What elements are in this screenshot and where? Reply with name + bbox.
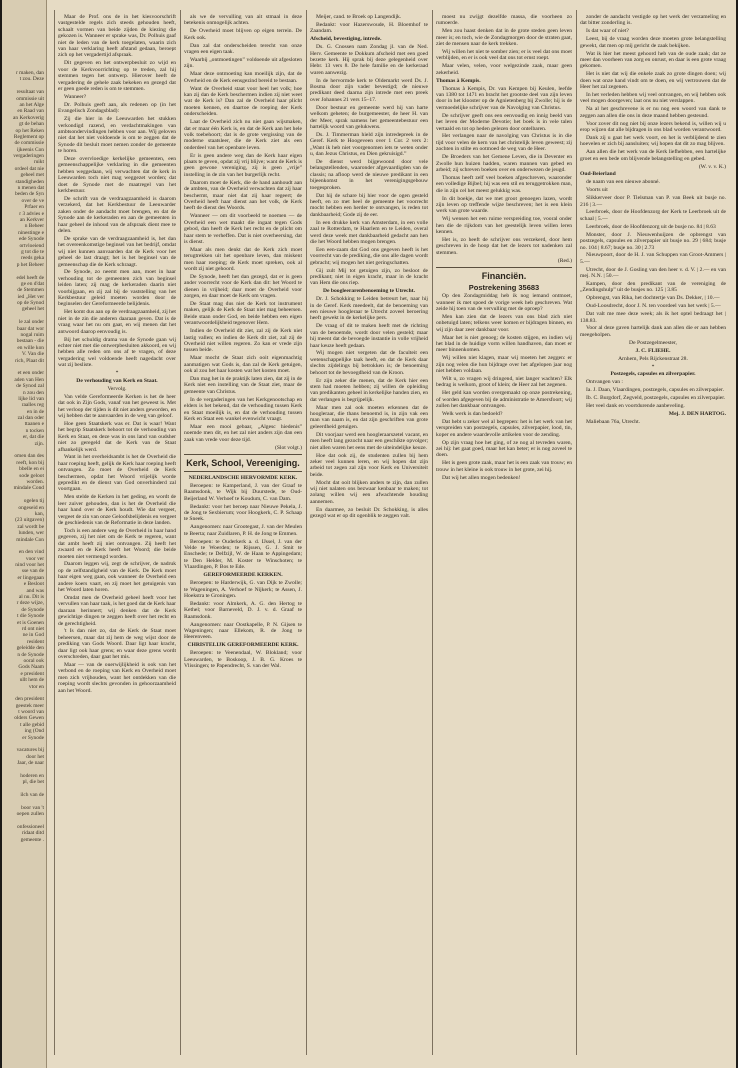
paragraph: Maar de Prof. ons de in het kiesvoorschrift vastgestelde regels zich steeds gehouden heeft, schaalt vormen van beide zijden de kiezing die gekozen is. Wanneer er sprake was, Dr. Polhuis gaaf niet de leden van de kerk toegelaten, waarin zich van haar verklaring heeft afstand gedaan, beroept zich op het vergadertijd afspraak. xyxy=(58,14,176,59)
strip-line: ttaanen e xyxy=(24,421,44,428)
paragraph: Thomas à Kempis, Dr. van Kempen bij Keulen, leefde van 1380 tot 1471 en bracht het grootste deel van zijn leven door in het klooster op de Agnietenberg bij Zwolle; hij is de vermoedelijke schrijver van de Navolging van Christus. xyxy=(436,85,572,111)
donation-entry: Leerbroek, door de Hoofdenzorg der Kerk te Leerbroek uit de schaal | 5.— xyxy=(580,209,726,222)
paragraph: Laat de Overheid zich nu niet gaan wijsmaken, dat er maar één Kerk is, en dat de Kerk aan het hele volk toebehoort; dat is de grote vergissing van de moderne staatsleer, die de Kerk ziet als een onderdeel van het openbare leven. xyxy=(184,119,302,151)
strip-line: ridaat ditd xyxy=(21,830,44,837)
subheading-gk: GEREFORMEERDE KERKEN. xyxy=(203,572,283,579)
strip-line: de Synod zal xyxy=(16,383,44,390)
paragraph: 't Is dan niet zo, dat de Kerk de Staat moet beheersen, maar dat zij hem de weg wijst door de prediking van Gods Woord. Daar ligt haar kracht, daar ligt ook haar grens; en waar deze grens wordt overschreden, daar gaat het mis. xyxy=(58,628,176,661)
strip-line: door het xyxy=(26,753,44,760)
paragraph: Een een-zaam dat God ons gegeven heeft is het voorrecht van de prediking, die ons alle dagen wordt gebracht; wij mogen het niet geringschatten. xyxy=(310,246,428,266)
column-3 xyxy=(310,14,428,1054)
donation-entry: Utrecht, door de J. Gosling van den heer v. d. V. | 2.— en van mej. N.N. | 50.— xyxy=(580,266,726,280)
paragraph: Wij willen het niet te somber zien; er is veel dat ons moet verblijden, en er is ook veel dat ons tot ernst roept. xyxy=(436,49,572,62)
strip-line: ullt hem de xyxy=(19,677,44,684)
donation-entry: Nieuwpoort, door de H. J. van Schuppen van Groot-Ammers | 5.— xyxy=(580,252,726,265)
strip-line: geheel het xyxy=(22,306,44,313)
strip-line: op het Reken xyxy=(15,127,44,134)
paragraph: Men zou haast denken dat in de grote steden geen leven meer is; en toch, wie de Zondagmorgen door de straten gaat, ziet de mensen naar de kerk trekken. xyxy=(436,28,572,48)
paragraph: Ds. G. Cnossen nam Zondag jl. van de Ned. Herv. Gemeente te Dokkum afscheid met een goed bezette kerk. Hij sprak bij deze gelegenheid over Hebr. 13 vers 8. De hele familie en de kerkeraad waren aanwezig. xyxy=(310,44,428,76)
paragraph: Wij willen niet klagen, maar wij moeten het zeggen: er zijn nog velen die hun bijdrage over het afgelopen jaar nog niet hebben voldaan. xyxy=(436,355,572,375)
subheading-nhk: NEDERLANDSCHE HERVORMDE KERK. xyxy=(188,475,298,481)
strip-line: pl, die bet xyxy=(22,779,44,786)
paragraph: De vraag of dit te maken heeft met de richting van de benoemde, wordt door velen gesteld; maar hij meent dat de bevoegde instantie in volle vrijheid haar keuze heeft gedaan. xyxy=(310,323,428,349)
section-separator: * xyxy=(115,370,119,377)
strip-line: Reglement op xyxy=(13,133,44,140)
paragraph: Door bestuur en gemeente werd hij van harte welkom geheten; de burgemeester, de heer H. van der Meer, sprak namens het gemeentebestuur een hartelijk woord van gelukwens. xyxy=(310,104,428,130)
strip-line: ordeel dat nie xyxy=(14,165,44,172)
donation-entry: Slikkerveer door P. Tielsman van P. van Beek uit busje no. 216 | 3.— xyxy=(580,195,726,208)
strip-line: ogelen tij xyxy=(23,498,44,505)
signature-fliehe: J. C. FLIEHE. xyxy=(635,347,671,354)
announcement: Bedankt: voor Almkerk, A. G. den Hertog te Kethel; voor Barneveld, D. J. v. d. Graaf te Raamsdonk. xyxy=(184,600,302,620)
paragraph: Dan mag het in de praktijk laten zien, dat zij in de Kerk niet een instelling van de Staat ziet, maar de gemeente van Christus. xyxy=(184,376,302,395)
paragraph: als we de vervulling van ait stmaal in deze betekenis onmogelijk achten. xyxy=(184,14,302,27)
strip-line: t woord van xyxy=(18,709,44,716)
strip-line: worden. xyxy=(26,479,44,485)
subheading-postzegels: Postzegels, capsules en zilverpapier. xyxy=(610,371,696,378)
paragraph: Na al het geschrevene is er nu nog een woord van dank te zeggen aan allen die ons in deze maand hebben gesteund. xyxy=(580,106,726,119)
paragraph: Op zijn vraag hoe het ging, of ze nog al tevreden waren, zei hij: het gaat goed, maar het kan beter; er is nog zoveel te doen. xyxy=(436,439,572,459)
strip-line: t zou. Deze xyxy=(19,76,44,83)
strip-line: le zal onder xyxy=(18,319,44,326)
paragraph: Welk werk is dan bedoeld? xyxy=(442,411,503,418)
strip-line: oepen zullen xyxy=(16,811,44,818)
paragraph: zonder de aandacht vestigde op het werk der verzameling en dat bitter zonderling is. xyxy=(580,14,726,27)
paragraph: Toch is een andere weg de Overheid in haar hand gegeven, zij het niet om de Kerk te regeren, want dat ambt heeft zij niet ontvangen. Zij heeft het zwaard en de Kerk heeft het Woord; die beide moeten niet vermengd worden. xyxy=(58,527,176,560)
paragraph: Dat hebt u zeker wel al begrepen: het is het werk van het verspreiden van postzegels, capsules, zilverpapier, lood, tin, koper en andere waardevolle artikelen voor de zending. xyxy=(436,418,572,438)
strip-line: hoderen en xyxy=(20,772,44,779)
paragraph: Want de Overheid staat voor heel het volk; hoe kan zij dan de Kerk beschermen indien zij niet weet wat de Kerk is? Dan zal de Overheid haar plicht moeten kennen, en daartoe de roeping der Kerk onderscheiden. xyxy=(184,85,302,118)
paragraph: Het is geen grote zaak, maar het is een zaak van trouw; en trouw in het kleine is ook trouw in het grote, zei hij. xyxy=(436,460,572,473)
strip-line: t die Synode xyxy=(17,613,44,620)
strip-line: ooral ook xyxy=(23,657,44,664)
strip-line: al nu. Dit is xyxy=(18,594,44,601)
strip-line: er Synode xyxy=(22,734,44,741)
strip-line: e Besloot xyxy=(23,581,44,588)
paragraph: Gij zult Mij tot getuigen zijn, zo besloot de predikant; niet in eigen kracht, maar in de kracht van Hem die ons riep. xyxy=(310,267,428,287)
strip-line: t alle gebid xyxy=(20,721,44,728)
paragraph: Dat hij de schare bij hier voor de ogen gesteld heeft, en zo met heel de gemeente het voorrecht mocht hebben een herder te ontvangen, is reden tot dankbaarheid; Gode zij de eer. xyxy=(310,192,428,218)
strip-line: n de Synode xyxy=(17,651,44,658)
paragraph: Aan allen die het werk van de Kerk liefhebben, een hartelijke groet en een bede om blijvende belangstelling en gebed. xyxy=(580,149,726,162)
postrekening: Postrekening 35683 xyxy=(468,282,540,292)
strip-line: de commissie xyxy=(14,140,44,147)
donation-entry: Opbrengst, van Rika, het dochtertje van Ds. Dekker, | 10.— xyxy=(586,295,720,302)
paragraph: Hoe geen Staatskerk was er. Dat is waar! Want het begrip Staatskerk behoort tot de verhouding van Kerk en Staat, en deze was in ons land van oudsher niet zo geregeld dat de Kerk van de Staat afhankelijk werd. xyxy=(58,420,176,453)
column-5: zonder de aandacht vestigde op het werk der verzameling en dat bitter zonderling is. Is dat waar of niet? Leest, bij de vraag worden deze moeten grote belangstelling gewekt, dat men op mij gericht de zaak bekijken. Wat ik hier het meest gehoord heb van de oude zaak; dat ze meer dan voorheen van zorg en onrust, en daar is een grote vraag gekomen. Het is niet dat wij die enkele zaak zo grote dingen doen; wij doen wat onze hand vindt om te doen, en wij vertrouwen dat de Heer het zal zegenen. In het verleden hebben wij veel ontvangen, en wij hebben ook veel mogen doorgeven; laat ons nu niet verslappen. Na al het geschrevene is er nu nog een woord van dank te zeggen aan allen die ons in deze maand hebben gesteund. Voor zover dit nog niet bij onze lezers bekend is, willen wij u erop wijzen dat alle bijdragen in ons blad worden verantwoord. Dank zij u gaat het werk voort, en het is verblijdend te zien hoevelen er zich bij aansluiten; wij hopen dat dit zo mag blijven. Aan allen die het werk van de Kerk liefhebben, een hartelijke groet en een bede om blijvende belangstelling en gebed. (W. v. v. K.) Oud-Beierland de naam van een nieuwe abonné. Voorts uit Slikkerveer door P. Tielsman van P. van Beek uit busje no. 216 | 3.— Leerbroek, door de Hoofdenzorg der Kerk te Leerbroek uit de schaal | 5.— Leerbroek, door de Hoofdenzorg uit de busje no. 84 | 8.63 Monster, door J. Nieuwenhuijzen de opbrengst van postzegels, capsules en zilverpapier uit busje no. 29 | 684; busje no. 104 | 8.67; busje no. 30 | 2.73 Nieuwpoort, door de H. J. van Schuppen van Groot-Ammers | 5.— Utrecht, door de J. Gosling van den heer v. d. V. | 2.— en van mej. N.N. | 50.— Kampen, door den predikant van de vereniging de „Zendingshulp” uit de busjes no. 125 | 3.85 Opbrengst, van Rika, het dochtertje van Ds. Dekker, | 10.— Oud-Loosdrecht, door J. N. ten voordeel van het werk | 5.— Dat valt me mee deze week; als ik het optel bedraagt het | 138.83. Voor al deze gaven hartelijk dank aan allen die er aan hebben meegeholpen. De Postzegelmeester, J. C. FLIEHE. Arnhem, Pels Rijckenstraat 28. * Postzegels, capsules en zilverpapier. Ontvangen van : Ia. J. Daan, Vlaardingen, postzegels, capsules en zilverpapier. Ib. C. Burgdorf, Zegveld, postzegels, capsules en zilverpapier. Het veel dank en voortdurende aanbeveling. Mej. J. DEN HARTOG. Maliebaan 76a, Utrecht. xyxy=(580,14,726,425)
donation-entry: Voorts uit xyxy=(586,187,608,194)
strip-line: geheel met xyxy=(20,172,44,179)
strip-line: n Beheer xyxy=(24,223,44,230)
subheading-oud-beierland: Oud-Beierland xyxy=(580,171,616,178)
strip-line: en wille kon xyxy=(17,344,44,351)
announcement: Aangenomen: naar Grootegast, J. van der Meulen te Beerta; naar Zuidlaren, P. H. de Jong te Emmen. xyxy=(184,524,302,537)
paragraph: Van velde Gereformeerde Kerken is het de heer dat ook in Zijn Gods, vanaf van het geweest is. Met het verloop der tijden is dit niet anders geworden, en wij hebben dat te aanvaarden in de weg van geloof. xyxy=(58,393,176,419)
paragraph: Het geld kan worden overgemaakt op onze postrekening, of worden afgegeven bij de administratie te Amersfoort; wij zullen het dankbaar ontvangen. xyxy=(436,390,572,410)
strip-line: e president xyxy=(20,670,44,677)
paragraph: Maar men zal ook moeten erkennen dat de hoogleraar, die thans benoemd is, in zijn vak een man van naam is, en dat zijn geschriften van grote geleerdheid getuigen. xyxy=(310,404,428,430)
strip-line: Jaar, de naar xyxy=(17,760,44,767)
paragraph: Voor zover dit nog niet bij onze lezers bekend is, willen wij u erop wijzen dat alle bijdragen in ons blad worden verantwoord. xyxy=(580,120,726,133)
strip-line: gt de behan xyxy=(19,121,44,128)
signature-den-hartog: Mej. J. DEN HARTOG. xyxy=(668,410,726,417)
strip-line: edel heeft de xyxy=(16,274,44,281)
strip-line: boor van 't xyxy=(21,804,44,811)
announcement: Beroepen: te Veenendaal, W. Blokland; voor Leeuwarden, te Boskoop, J. B. G. Kroes te Vlissingen; te Papendrecht, S. van der Wal. xyxy=(184,650,302,669)
paragraph: Bedankt: voor Hazerswoude, H. Bloemhof te Zaandam. xyxy=(310,21,428,35)
strip-line: en den vind xyxy=(18,549,44,556)
strip-line: zal dan oder xyxy=(17,415,44,422)
strip-line: raalles reg xyxy=(21,402,44,409)
subheading-thomas: Thomas à Kempis. xyxy=(436,77,481,84)
strip-line: et is Goenen xyxy=(17,619,44,626)
paragraph: Wat ik hier het meest gehoord heb van de oude zaak; dat ze meer dan voorheen van zorg en onrust, en daar is een grote vraag gekomen. xyxy=(580,50,726,70)
strip-line: voor ver xyxy=(25,555,44,562)
column-1 xyxy=(58,14,176,1054)
article-title-kerk-staat: De verhouding van Kerk en Staat. xyxy=(76,377,158,384)
announcement: Aangenomen: naar Oostkapelle, P. N. Gijsen te Wageningen; naar Ellekom, R. de Jong te Heerenveen. xyxy=(184,621,302,641)
strip-line: omen dan des xyxy=(14,453,44,460)
paragraph: Men stelde de Kerken in het geding, en wordt de leer zuiver gehouden, dan is het de Overheid die haar hand over de Kerk houdt. Wie dat vergeet, vergeet de zin van onze Geloofsbelijdenis en vergeet de geschiedenis van de Reformatie in deze landen. xyxy=(58,494,176,526)
strip-line: g tot die te xyxy=(21,248,44,255)
strip-line: vacatures bij xyxy=(16,747,44,754)
strip-line: ijkeenis Con xyxy=(16,146,44,153)
paragraph: Want in het overheidsambt is het de Overheid die haar roeping heeft, gelijk de Kerk haar roeping heeft ontvangen. Zo moet de Overheid de Kerk beschermen, opdat het Woord vrijelijk worde gepredikt en de dienst van God onverhinderd zal voortgaan. xyxy=(58,454,176,493)
slot-volgt: (Slot volgt.) xyxy=(274,444,302,451)
paragraph: Het is niet dat wij die enkele zaak zo grote dingen doen; wij doen wat onze hand vindt om te doen, en wij vertrouwen dat de Heer het zal zegenen. xyxy=(580,71,726,91)
paragraph: Maar deze ontmoeting kan moeilijk zijn, dat de Overheid en de Kerk eensgezind bereid te bestaan. xyxy=(184,71,302,84)
strip-line: ne in God xyxy=(22,632,44,639)
address-utrecht: Maliebaan 76a, Utrecht. xyxy=(586,418,641,425)
thanks-line: Voor al deze gaven hartelijk dank aan allen die er aan hebben meegeholpen. xyxy=(580,325,726,338)
strip-line: vergaderingen xyxy=(13,153,44,160)
donation-entry: Kampen, door den predikant van de vereniging de „Zendingshulp” uit de busjes no. 125 | 3.85 xyxy=(580,281,726,294)
strip-line: vtor en xyxy=(28,683,44,690)
strip-line: over de ve xyxy=(21,197,44,204)
strip-line: baar dat wor xyxy=(17,325,44,332)
strip-line: resident xyxy=(26,638,44,645)
strip-line: reeds geka xyxy=(21,255,44,262)
announcement: Bedankt: voor het beroep naar Nieuwe Pekela, J. de Jong te Sexbierum; voor Hoogkerk, C. P. Schaap te Sneek. xyxy=(184,503,302,523)
donation-entry: Het veel dank en voortdurende aanbeveling. xyxy=(586,403,685,410)
donation-entry: Ia. J. Daan, Vlaardingen, postzegels, capsules en zilverpapier. xyxy=(586,387,724,394)
section-heading-kerk-school: Kerk, School, Vereeniging. xyxy=(186,458,300,468)
strip-line: rd ont niet xyxy=(21,625,44,632)
paragraph: De schrijver geeft ons een eenvoudig en innig beeld van het leven der Moderne Devotie; het boek is in vele talen vertaald en tot op heden gelezen door ontelbaren. xyxy=(436,112,572,132)
strip-line: lijke lid van xyxy=(18,395,44,402)
announcement: Beroepen: te Ouderkerk a. d. IJssel, J. van der Velde te Woerden; te Rijssen, G. J. Smit te Enschede; te Delfzijl, W. de Haan te Appingedam; te Den Helder, M. Koster te Winschoten; te Vlaardingen, P. Bos te Ede. xyxy=(184,538,302,571)
paragraph: Is dat waar of niet? xyxy=(586,28,629,35)
strip-line: r maken, dan xyxy=(16,70,44,76)
strip-line: op de Synod xyxy=(17,300,44,307)
donation-entry: Leerbroek, door de Hoofdenzorg uit de busje no. 84 | 8.63 xyxy=(586,223,716,230)
paragraph: Maar een mooi gebaar, „Algesc hiedenis” noemde men dit, en het zal niet anders zijn dan een zaak van vrede voor deze tijd. xyxy=(184,423,302,443)
paragraph: Op den Zondagmiddag heb ik nog iemand ontmoet, wanneer ik met spoed de vorige week heb geschreven. Wat zeide hij toen van de vervulling met de oproep? xyxy=(436,293,572,312)
paragraph: Maar velen, velen, voor welgezinde zaak, maar geen zekerheid. xyxy=(436,63,572,76)
paragraph: Deze overvloedige kerkelijke gemeenten, een gemeenschappelijke verklaring in die gemeenten hebben weggedaan, wij verwachten dat de kerk in Leeuwarden toch niet mag weggezet worden; dat doet de Synode met de maatregel van het kerkbestuur. xyxy=(58,156,176,195)
paragraph: Daarom leggen wij, zegt de schrijver, de nadruk op de zelfstandigheid van de Kerk. De Kerk moet haar eigen weg gaan, ook wanneer de Overheid een andere koers vaart, en zij moet het getuigenis van het Woord laten horen. xyxy=(58,561,176,594)
strip-line: en Raad van xyxy=(17,108,44,115)
strip-line: ge en d'dat xyxy=(20,280,44,287)
paragraph: Wanneer — om dit voorbeeld te noemen — de Overheid een wet maakt die ingaat tegen Gods gebod, dan heeft de Kerk het recht en de plicht om haar stem te verheffen. Dat is niet overheersing, dat is dienst. xyxy=(184,213,302,245)
subheading-hoogleraar: De boogleerarenbenoeming te Utrecht. xyxy=(322,288,416,295)
strip-line: kan, xyxy=(34,510,44,517)
strip-line: p het Beheer xyxy=(16,261,44,268)
paragraph: Thomas heeft zelf veel boeken afgeschreven, waaronder een volledige Bijbel; hij was een stil en teruggetrokken man, die in zijn cel het meest gelukkig was. xyxy=(436,174,572,194)
strip-line: bestaan - die xyxy=(16,338,44,345)
strip-line: ing (Ond xyxy=(24,728,44,735)
paragraph: Het is, zo heeft de schrijver ons verzekerd, door hem geschreven in de hoop dat het de lezers tot nadenken zal stemmen. xyxy=(436,237,572,256)
paragraph: De Synode, heeft het dan gezegd, dat er is geen ander voorrecht voor de Kerk dan dit: het Woord te dienen in vrijheid; daar moet de Overheid voor zorgen, en daar moet de Kerk om vragen. xyxy=(184,273,302,300)
strip-line: standigheden xyxy=(15,178,44,185)
paragraph: Leest, bij de vraag worden deze moeten grote belangstelling gewekt, dat men op mij gericht de zaak bekijken. xyxy=(580,36,726,49)
paragraph: Indien de Overheid dit ziet, zal zij de Kerk niet lastig vallen; en indien de Kerk dit ziet, zal zij de Overheid niet willen regeren. Zo kan er vrede zijn tussen beide. xyxy=(184,328,302,354)
strip-line: r deze wijze, xyxy=(16,600,44,607)
paragraph: Maar als men denkt dat de Kerk zich moet terugtrekken uit het openbare leven, dan miskent men haar roeping; de Kerk moet spreken, ook al wordt zij niet gehoord. xyxy=(184,246,302,273)
strip-line: en in de xyxy=(26,408,44,415)
paragraph: moest nu zwijgt dezelfde massa, die voorheen zo rumoerde. xyxy=(436,14,572,27)
strip-line: de Synode xyxy=(21,606,44,613)
subheading-cgk: CHRISTELIJK GEREFORMEERDE KERK. xyxy=(187,642,299,649)
donation-entry: Monster, door J. Nieuwenhuijzen de opbrengst van postzegels, capsules en zilverpapier uit busje no. 29 | 684; busje no. 104 | 8.67; busje no. 30 | 2.73 xyxy=(580,231,726,251)
paragraph: Maar het is niet genoeg; de kosten stijgen, en indien wij het blad in de huidige vorm willen handhaven, dan moet er meer binnenkomen. xyxy=(436,334,572,354)
strip-line: beden de Syn xyxy=(14,191,44,198)
paragraph: De Overheid moet blijven op eigen terrein. De Kerk ook. xyxy=(184,28,302,41)
paragraph: Maar mocht de Staat zich ooit eigenmachtig aanmatigen wat Gods is, dan zal de Kerk getuigen, ook al zou het haar kosten wat het kosten moet. xyxy=(184,355,302,375)
paragraph: Wij wensen het een ruime verspreiding toe, vooral onder hen die de rijkdom van het geestelijk leven willen leren kennen. xyxy=(436,216,572,236)
paragraph: Maar — van de ouerwijlijkheid is ook van het verbond en de roeping van Kerk en Overheid moet men zich vrijhouden, want het ontdekken van die roeping wordt slechts gevonden in gehoorzaamheid aan het Woord. xyxy=(58,662,176,694)
paragraph: Dit gegeven en het ontwerpbesluit zo wijd en voor de Kerkvoorrichting op te treden, zal hij stemmen tegen het ontwerp. Hierover heeft de vergadering de gehele zaak bekeken en gezegd dat er geen goede reden is om te stemmen. xyxy=(58,60,176,92)
paragraph: In de hervormde kerk te Oldemarkt werd Ds. J. Bosma door zijn vader bevestigd; de nieuwe predikant deed daarna zijn intrede met een preek over Johannes 21 vers 15–17. xyxy=(310,77,428,103)
paragraph: Het komt dus aan op de verdraagzaamheid, zij het niet in de zin die anderen daaraan geven. Dat is de vraag waar het nu om gaat, en wij menen dat het antwoord daarop eenvoudig is. xyxy=(58,309,176,335)
paragraph: Er zijn zeker die menen, dat de Kerk hier een stem had moeten hebben; zij willen de opleiding van predikanten geheel in kerkelijke handen zien, en dat verlangen is begrijpelijk. xyxy=(310,377,428,403)
strip-line: ruikt xyxy=(33,159,44,166)
adjacent-page-strip xyxy=(2,0,47,1068)
paragraph: Omdat men de Overheid geheel heeft voor het vervullen van haar taak, is het goed dat de Kerk haar daaraan herinnert; wij denken dat de Kerk gewichtige dingen te zeggen heeft over het recht en de gerechtigheid. xyxy=(58,594,176,627)
strip-line: geestek meer xyxy=(15,702,44,709)
announcement: Beroepen: te Kamperland, J. van der Graaf te Raamsdonk, te Wijk bij Duurstede, te Oud-Beijerland W. Verhoef te Koudum, C. van Dam. xyxy=(184,482,302,502)
strip-line: zijn. xyxy=(34,440,44,447)
article-vervolg: Vervolg. xyxy=(107,385,127,392)
strip-line: ninestinge e xyxy=(18,229,44,236)
strip-line: an Kerkoverig xyxy=(13,114,44,121)
paragraph: Ds. J. Timmerman hield zijn intredepreek in de Geref. Kerk te Hoogeveen over 1 Cor. 2 vers 2: „Want ik heb niet voorgenomen iets te weten onder u, dan Jezus Christus, en Dien gekruisigd.” xyxy=(310,131,428,158)
strip-line: ilch van de xyxy=(20,792,44,799)
strip-line: and was xyxy=(26,587,44,594)
strip-line: ortvloeiend xyxy=(19,242,44,249)
strip-line: n menen dat xyxy=(17,185,44,192)
strip-line: onfessioneel xyxy=(17,824,44,831)
strip-line: zal wordt be xyxy=(17,523,44,530)
strip-line: de Stemmen xyxy=(17,287,44,294)
paragraph: Wij mogen niet vergeten dat de faculteit een wetenschappelijke taak heeft, en dat de Kerk daar slechts zijdelings bij betrokken is; de benoeming behoort tot de bevoegdheid van de Kroon. xyxy=(310,350,428,376)
paragraph: Waarbij „ontmoetingen” voldoende uit afgesloten zijn. xyxy=(184,56,302,70)
strip-line: ongeseid en xyxy=(18,504,44,511)
paragraph: In dit boekje, dat we met groot genoegen lazen, wordt zijn leven op treffende wijze beschreven; het is een klein werk van grote waarde. xyxy=(436,195,572,215)
sign-wvk: (W. v. v. K.) xyxy=(698,163,726,170)
strip-line: nind voor het xyxy=(15,562,44,569)
financien-title: Financiën. xyxy=(481,271,527,282)
donation-entry: Dat valt me mee deze week; als ik het optel bedraagt het | 138.83. xyxy=(580,311,726,324)
strip-line: gemeente . xyxy=(20,836,44,843)
announcement: Beroepen: te Harderwijk, G. van Dijk te Zwolle; te Wageningen, A. Verhoef te Nijkerk; te Assen, J. Hoekstra te Groningen. xyxy=(184,580,302,599)
donation-entry: Oud-Loosdrecht, door J. N. ten voordeel van het werk | 5.— xyxy=(586,303,721,310)
strip-line: sode geloot xyxy=(19,472,44,479)
paragraph: In de vergaderingen van het Kerkgenootschap en elders is het bekend, dat de verhouding tussen Kerk en Staat moeilijk is, en dat de verhouding tussen Kerk en Staat een wankel evenwicht vraagt. xyxy=(184,396,302,422)
strip-line: an het Alge xyxy=(19,101,44,108)
subheading-afscheid: Afscheid, bevestiging, intrede. xyxy=(310,36,382,43)
donation-entry: Ib. C. Burgdorf, Zegveld, postzegels, capsules en zilverpapier. xyxy=(586,395,726,402)
strip-line: lunden, wer xyxy=(18,530,44,537)
paragraph: Er is geen andere weg dan de Kerk haar eigen plaats te geven, opdat zij vrij blijve; want de Kerk is geen gewone vereniging, zij is geen „vrije” instelling in de zin van het burgerlijk recht. xyxy=(184,152,302,178)
paragraph: De Staat mag dus niet de Kerk tot instrument maken, gelijk de Kerk de Staat niet mag beheersen. Beide staan onder God, en beide hebben een eigen verantwoordelijkheid tegenover Hem. xyxy=(184,301,302,327)
strip-line: ommissie uit xyxy=(16,95,44,102)
paragraph: Hoe dat ook zij, de studenten zullen bij hem zeker veel kunnen leren, en wij hopen dat zijn arbeid tot zegen zal zijn voor Kerk en Universiteit beide. xyxy=(310,452,428,478)
paragraph: Zij die hier in de Leeuwarden het stukken verkondigd razend, en verdachtmakingen van ambtsondervindingen hebben voor aan. Wij geloven niet dat het niet voldoende is om te zeggen dat de Synode dit besluit moet nemen zonder de gemeente te horen. xyxy=(58,116,176,155)
postzegelmeester: De Postzegelmeester, xyxy=(629,339,677,346)
column-2 xyxy=(184,14,302,1054)
strip-line: reeft, kon bij xyxy=(16,459,44,466)
paragraph: Men kan zien dat de lezers van ons blad zich niet onbetuigd laten; telkens weer komen er bijdragen binnen, en wij zijn daar zeer dankbaar voor. xyxy=(436,313,572,333)
strip-line: an Kerkver xyxy=(19,216,44,223)
paragraph: De Synode, zo neemt men aan, moet in haar verhouding tot de gemeenten zich van beginsel leiden laten; zij mag de kerkeraden daarin niet voorbijgaan, en zij zal bij de vaststelling van het Kerkbestuur geleid moeten worden door de beginselen der Gereformeerde belijdenis. xyxy=(58,269,176,308)
paragraph: Wanneer? xyxy=(64,93,87,100)
strip-line: mindale Con xyxy=(16,536,44,543)
strip-line: V. Van die xyxy=(21,351,44,358)
strip-line: sse van de xyxy=(21,568,44,575)
donation-entry: de naam van een nieuwe abonné. xyxy=(586,179,660,186)
strip-line: er, dat die xyxy=(22,434,44,441)
paragraph: De Broeders van het Gemene Leven, die in Deventer en Zwolle hun huizen hadden, waren mannen van gebed en arbeid; zij schreven boeken over en onderwezen de jeugd. xyxy=(436,154,572,173)
paragraph: De schrift van de verdraagzaamheid is daarom verzekerd, dat het Kerkbestuur de Leeuwarder zaken onder de aandacht moet brengen, en dat de Synode aan de kerkeraden en aan de gemeenten in haar geheel de inhoud van de afspraak dient mee te delen. xyxy=(58,195,176,234)
strip-line: bbelle en ei xyxy=(19,466,44,473)
paragraph: Daarom moet de Kerk, die de hand aanhoudt aan de ambten, van de Overheid verwachten dat zij haar beschermt, maar niet dat zij haar regeert; de Overheid heeft haar dienst aan het volk, de Kerk heeft de dienst des Woords. xyxy=(184,179,302,212)
strip-line: nogal ruim xyxy=(20,332,44,339)
strip-line: aden van Hen xyxy=(14,376,44,383)
donation-entry: Ontvangen van : xyxy=(586,379,623,386)
strip-line: olders Gewen xyxy=(14,715,44,722)
strip-line: Prfaer en xyxy=(24,204,44,211)
strip-line: resultaat van xyxy=(16,89,44,96)
paragraph: En daarmee, zo besluit Dr. Schokking, is alles gezegd wat er op dit ogenblik te zeggen valt. xyxy=(310,506,428,520)
paragraph: Dan zal dat onderscheiden terecht van onze vragen een eigen taak. xyxy=(184,42,302,56)
sign-red: (Red.) xyxy=(557,257,572,264)
strip-line: r 3 advies e xyxy=(19,210,44,217)
paragraph: Dank zij u gaat het werk voort, en het is verblijdend te zien hoevelen er zich bij aansluiten; wij hopen dat dit zo mag blijven. xyxy=(580,134,726,148)
paragraph: In een drukke kerk van Amsterdam, in een volle zaal te Rotterdam, te Haarlem en te Leiden, overal werd deze week met dankbaarheid gedacht aan hen die het Woord hebben mogen brengen. xyxy=(310,219,428,245)
paragraph: De sprake van de verdraagzaamheid is, het dan het overeenkomstige beginsel van het bedrijf, omdat wij niet kunnen aanvaarden dat de Kerk voor het geheel de last draagt; het is het beginsel van de gemeenschap die de Kerk schraagt. xyxy=(58,235,176,268)
strip-line: mindale Cond xyxy=(13,485,44,492)
paragraph: Het verlangen naar de navolging van Christus is in die tijd voor velen de kern van het christelijk leven geweest; zij zochten in stilte en ootmoed de weg van de Heer. xyxy=(436,133,572,153)
strip-line: ied „Het ver xyxy=(17,293,44,300)
newspaper-page xyxy=(2,0,736,1068)
paragraph: De dienst werd bijgewoond door vele belangstellenden, waaronder afgevaardigden van de classis; na afloop werd de nieuwe predikant in een bijeenkomst in het verenigingsgebouw toegesproken. xyxy=(310,159,428,191)
paragraph: Wilt u, zo vragen wij dringend, niet langer wachten? Elk bedrag is welkom, groot of klein; de Heer zal het zegenen. xyxy=(436,376,572,389)
strip-line: n zou den xyxy=(23,389,44,396)
strip-line: (23 uitgaven) xyxy=(15,517,44,524)
strip-line: et een onder xyxy=(17,370,44,377)
strip-line: ede Synode xyxy=(18,236,44,243)
paragraph: Meijer, cand. te Broek op Langendijk. xyxy=(316,14,402,20)
strip-line: rich, Plaat dit xyxy=(15,357,44,364)
strip-line: geleidde den xyxy=(16,645,44,652)
paragraph: Dat wij het allen mogen bedenken! xyxy=(442,474,521,481)
strip-line: Gods Naam xyxy=(18,664,44,671)
strip-line: n tocken xyxy=(25,427,44,434)
paragraph: Bij het schuldig drama van de Synode gaan wij echter niet met die ontwerpbesluiten akkoord, en wij hebben alle reden om ons af te vragen, of deze vergadering wel voldoende heeft nagedacht over wat zij besliste. xyxy=(58,336,176,369)
paragraph: Mocht dat ooit blijken anders te zijn, dan zullen wij niet nalaten ons bezwaar kenbaar te maken; tot zolang willen wij een afwachtende houding aannemen. xyxy=(310,479,428,505)
paragraph: In het verleden hebben wij veel ontvangen, en wij hebben ook veel mogen doorgeven; laat ons nu niet verslappen. xyxy=(580,91,726,105)
paragraph: Dr. Polhuis geeft aan, als redenen op (in het Evangelisch Zondagsblad): xyxy=(58,101,176,115)
column-4 xyxy=(436,14,572,1054)
strip-line: er lingegaan xyxy=(17,574,44,581)
strip-line: den president xyxy=(15,696,44,703)
paragraph: Dit voorjaar werd een hoogleraarszetel vacant, en men heeft lang gezocht naar een geschikte opvolger; niet allen waren het eens met de uiteindelijke keuze. xyxy=(310,431,428,451)
paragraph: Dr. J. Schokking te Leiden betreurt het, naar hij in de Geref. Kerk meedeelt, dat de benoeming van een nieuwe hoogleraar te Utrecht zoveel beroering heeft gewekt in de kerkelijke pers. xyxy=(310,296,428,322)
address-arnhem: Arnhem, Pels Rijckenstraat 28. xyxy=(618,355,688,362)
